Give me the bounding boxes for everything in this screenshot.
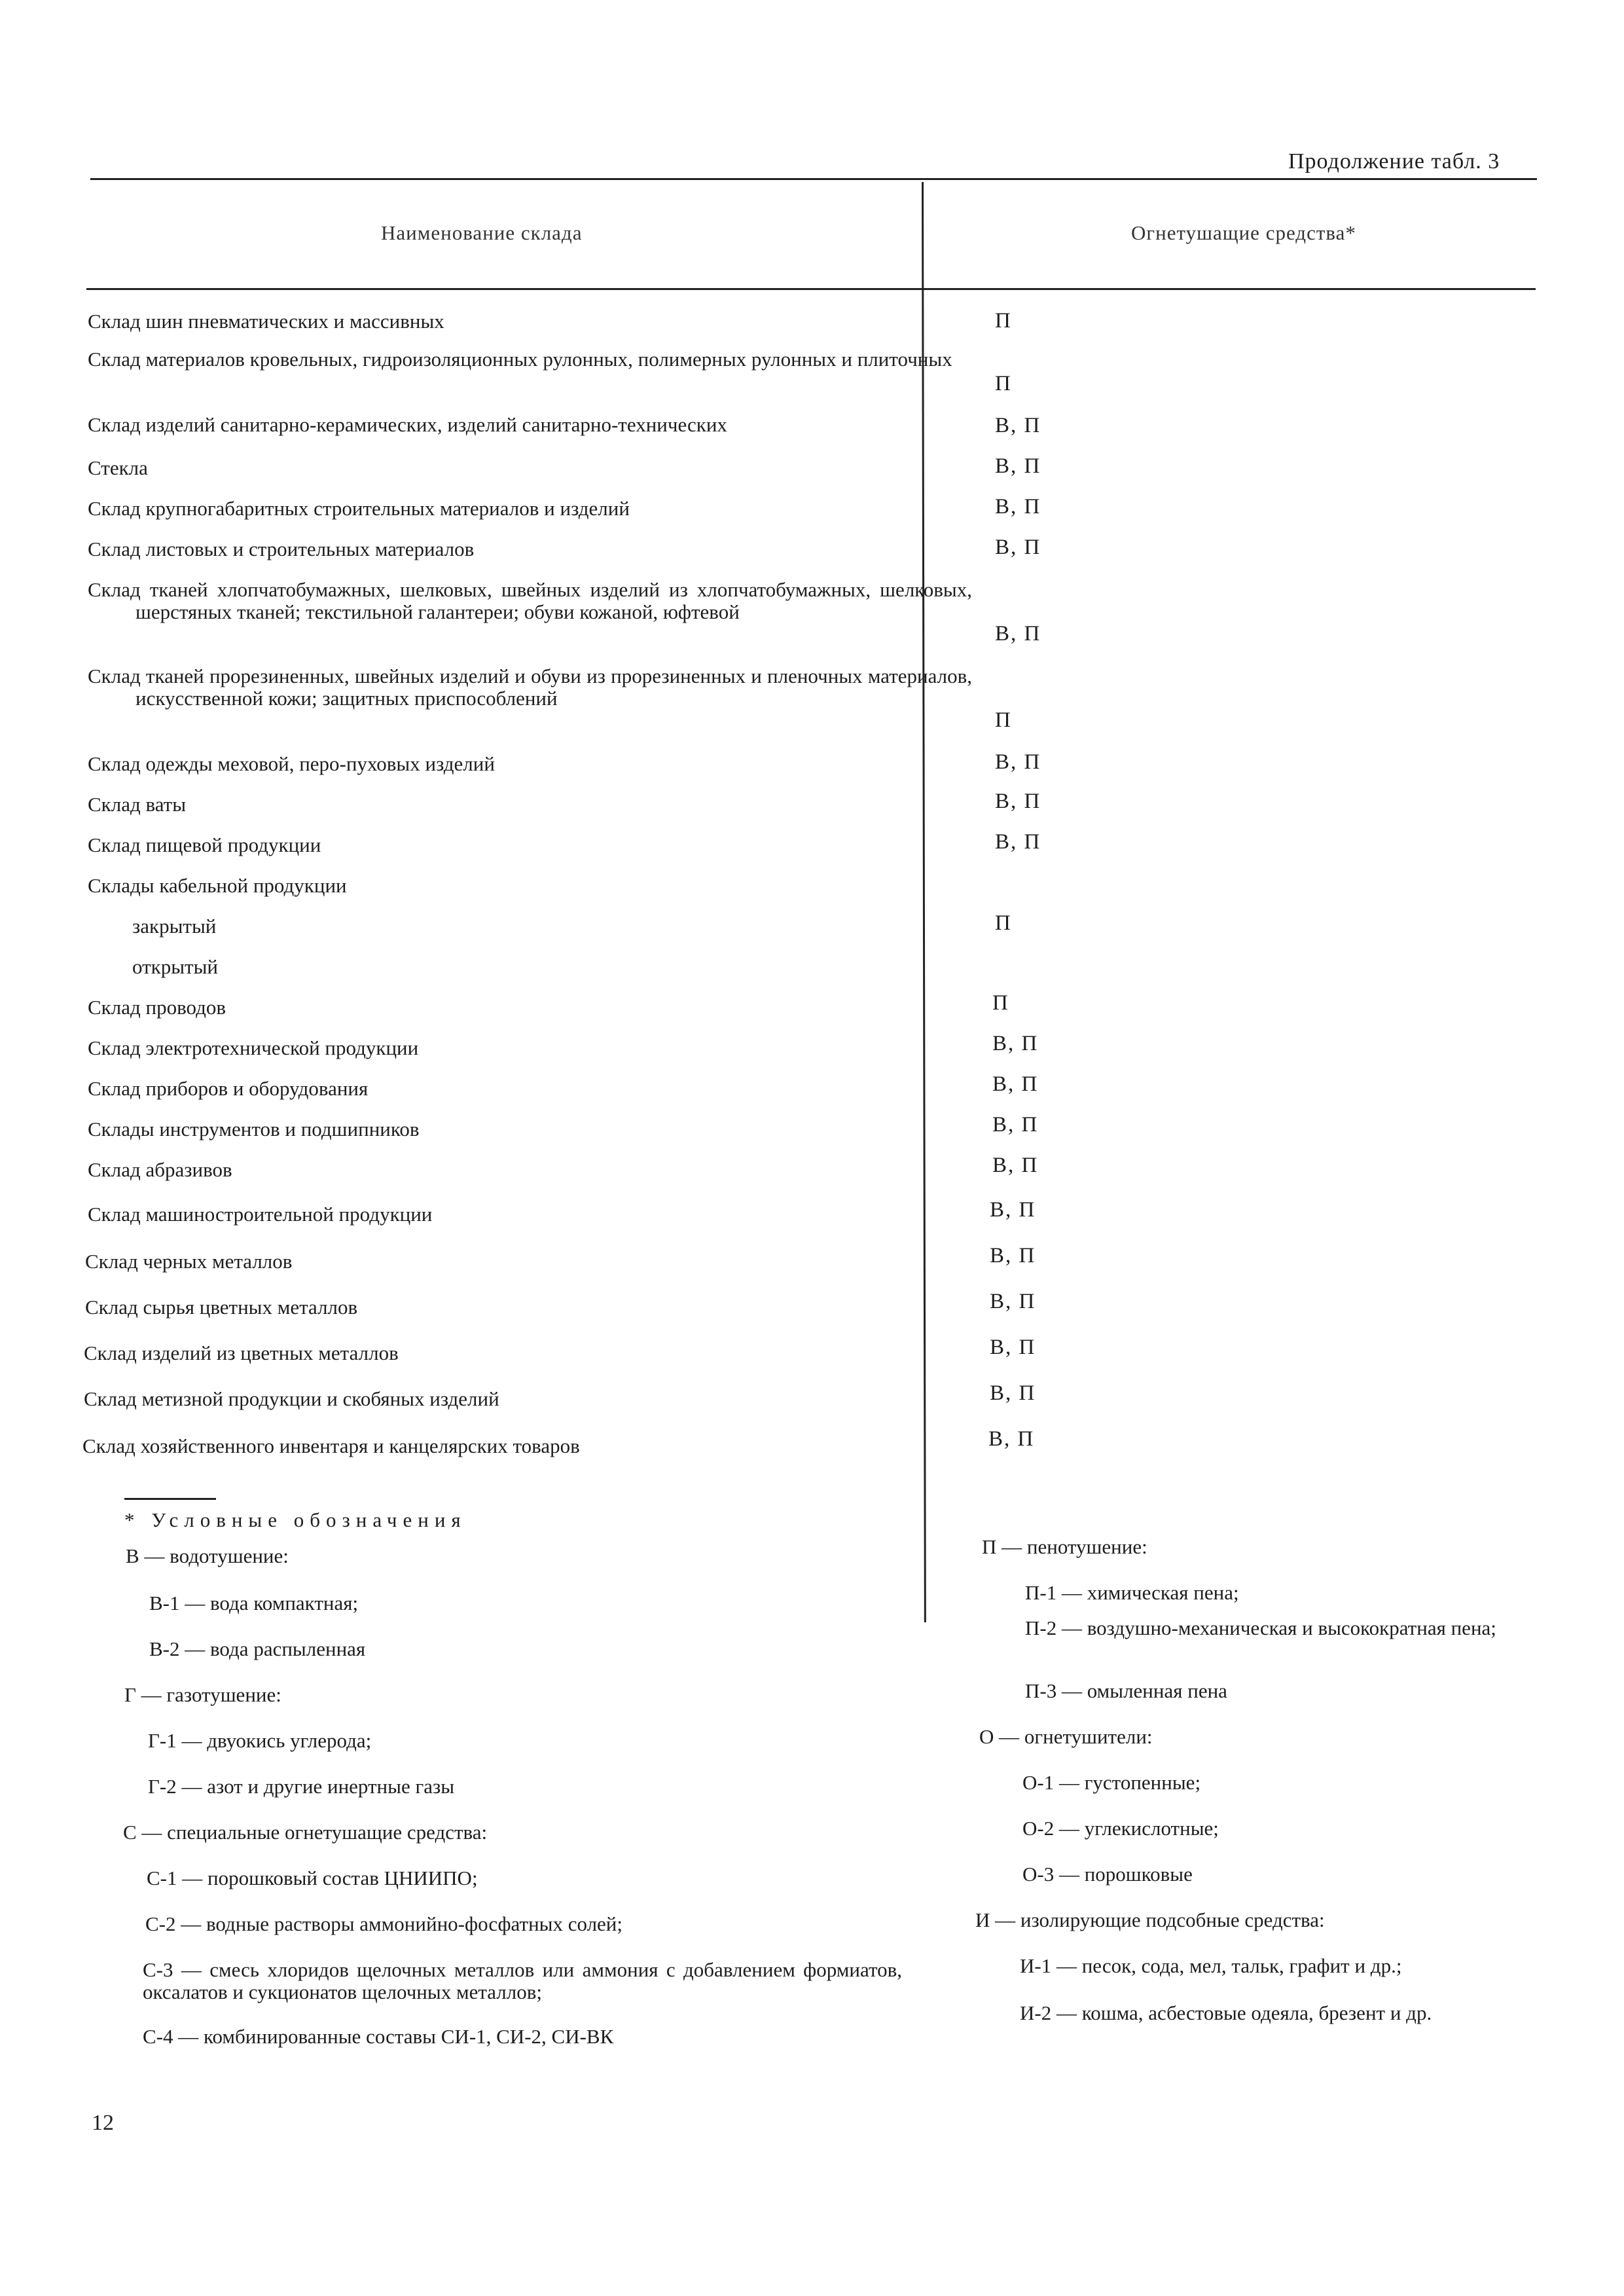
table-row-name: Склад листовых и строительных материалов xyxy=(88,538,475,560)
table-row-value: В, П xyxy=(995,495,1041,519)
table-row-name: Склад сырья цветных металлов xyxy=(85,1296,358,1319)
table-row-name: Склад шин пневматических и массивных xyxy=(88,310,444,333)
table-row-value: П xyxy=(995,372,1012,395)
table-row-value: В, П xyxy=(990,1244,1036,1267)
footnote-rule xyxy=(124,1498,216,1500)
legend-item: С-3 — смесь хлоридов щелочных металлов или аммония с добавлением формиатов, оксалатов и сукционатов щелочных металлов; xyxy=(143,1958,902,2003)
table-row-name: Склад материалов кровельных, гидроизоляционных рулонных, полимерных рулонных и плиточных xyxy=(88,348,952,371)
table-row-value: В, П xyxy=(990,1290,1036,1313)
table-row-name: Склад черных металлов xyxy=(85,1250,293,1273)
table-row-value: В, П xyxy=(990,1336,1036,1359)
legend-item: С-2 — водные растворы аммонийно-фосфатных солей; xyxy=(145,1912,623,1935)
legend-item: И — изолирующие подсобные средства: xyxy=(975,1908,1325,1931)
table-row-name: Склад ваты xyxy=(88,793,187,816)
table-row-name: Склады кабельной продукции xyxy=(88,874,347,897)
table-row-name: Склад электротехнической продукции xyxy=(88,1036,419,1059)
legend-item: П-2 — воздушно-механическая и высокократная пена; xyxy=(1025,1616,1496,1639)
table-row-value: В, П xyxy=(995,622,1041,646)
table-caption: Продолжение табл. 3 xyxy=(1288,149,1500,173)
column-header-name: Наименование склада xyxy=(381,221,583,244)
legend-item: И-2 — кошма, асбестовые одеяла, брезент и др. xyxy=(1020,2001,1432,2024)
table-row-value: В, П xyxy=(995,830,1041,854)
table-row-name: Склад абразивов xyxy=(88,1158,232,1181)
table-row-name: Склад тканей хлопчатобумажных, шелковых, швейных изделий из хлопчатобумажных, шелковых, шерстяных тканей; текстильной галантереи; обуви кожаной, юфтевой xyxy=(88,578,972,623)
table-row-value: В, П xyxy=(992,1154,1039,1177)
table-row-name: Склад крупногабаритных строительных материалов и изделий xyxy=(88,497,630,520)
legend-item: В — водотушение: xyxy=(126,1544,289,1567)
table-row-value: В, П xyxy=(995,750,1041,774)
table-row-value: В, П xyxy=(988,1427,1035,1451)
legend-item: С-1 — порошковый состав ЦНИИПО; xyxy=(147,1867,478,1889)
table-top-rule xyxy=(90,178,1537,180)
table-row-value: В, П xyxy=(992,1072,1039,1096)
column-header-means: Огнетушащие средства* xyxy=(1131,221,1356,244)
legend-item: В-2 — вода распыленная xyxy=(149,1637,366,1660)
legend-item: Г-1 — двуокись углерода; xyxy=(148,1729,372,1752)
table-row-value: В, П xyxy=(992,1032,1039,1055)
table-row-name: Склад проводов xyxy=(88,996,226,1019)
table-row-name: Склад тканей прорезиненных, швейных изделий и обуви из прорезиненных и пленочных материалов, искусственной кожи; защитных приспособлений xyxy=(88,665,972,710)
table-row-value: В, П xyxy=(990,1198,1036,1222)
table-row-name: Склад изделий из цветных металлов xyxy=(84,1341,399,1364)
legend-item: В-1 — вода компактная; xyxy=(149,1592,359,1614)
table-row-value: П xyxy=(992,991,1009,1015)
table-row-name: Склад приборов и оборудования xyxy=(88,1077,369,1100)
page-number: 12 xyxy=(92,2111,114,2135)
table-row-name: Склад пищевой продукции xyxy=(88,833,321,856)
legend-item: О-3 — порошковые xyxy=(1022,1863,1193,1886)
legend-item: Г — газотушение: xyxy=(124,1683,281,1706)
table-row-value: В, П xyxy=(995,454,1041,478)
legend-title: * Условные обозначения xyxy=(124,1508,467,1531)
legend-item: П-3 — омыленная пена xyxy=(1025,1679,1227,1702)
legend-item: С-4 — комбинированные составы СИ-1, СИ-2, СИ-ВК xyxy=(143,2025,614,2048)
table-row-name: Склад одежды меховой, перо-пуховых изделий xyxy=(88,752,495,775)
table-row-name: Склад машиностроительной продукции xyxy=(88,1203,433,1226)
table-row-value: В, П xyxy=(990,1381,1036,1405)
table-row-value: В, П xyxy=(995,790,1041,813)
legend-item: О — огнетушители: xyxy=(979,1725,1153,1748)
table-row-value: В, П xyxy=(995,414,1041,437)
legend-item: Г-2 — азот и другие инертные газы xyxy=(148,1775,455,1798)
legend-item: П — пенотушение: xyxy=(982,1535,1147,1558)
table-row-name: Стекла xyxy=(88,456,148,479)
table-row-name: закрытый xyxy=(132,915,217,938)
legend-item: П-1 — химическая пена; xyxy=(1025,1581,1239,1604)
legend-item: С — специальные огнетушащие средства: xyxy=(123,1821,488,1844)
table-row-name: Склад метизной продукции и скобяных изделий xyxy=(84,1387,499,1410)
table-row-name: открытый xyxy=(132,955,218,978)
legend-item: И-1 — песок, сода, мел, тальк, графит и др.; xyxy=(1020,1954,1402,1977)
table-row-value: В, П xyxy=(995,536,1041,559)
legend-item: О-1 — густопенные; xyxy=(1022,1771,1201,1794)
table-row-value: П xyxy=(995,708,1012,732)
table-row-value: В, П xyxy=(992,1113,1039,1137)
table-row-name: Склад хозяйственного инвентаря и канцелярских товаров xyxy=(82,1434,580,1457)
table-header-rule xyxy=(86,288,1536,290)
table-row-value: П xyxy=(995,911,1012,935)
table-row-value: П xyxy=(995,309,1012,333)
table-row-name: Склады инструментов и подшипников xyxy=(88,1118,420,1140)
legend-item: О-2 — углекислотные; xyxy=(1022,1817,1219,1840)
table-row-name: Склад изделий санитарно-керамических, изделий санитарно-технических xyxy=(88,413,727,436)
